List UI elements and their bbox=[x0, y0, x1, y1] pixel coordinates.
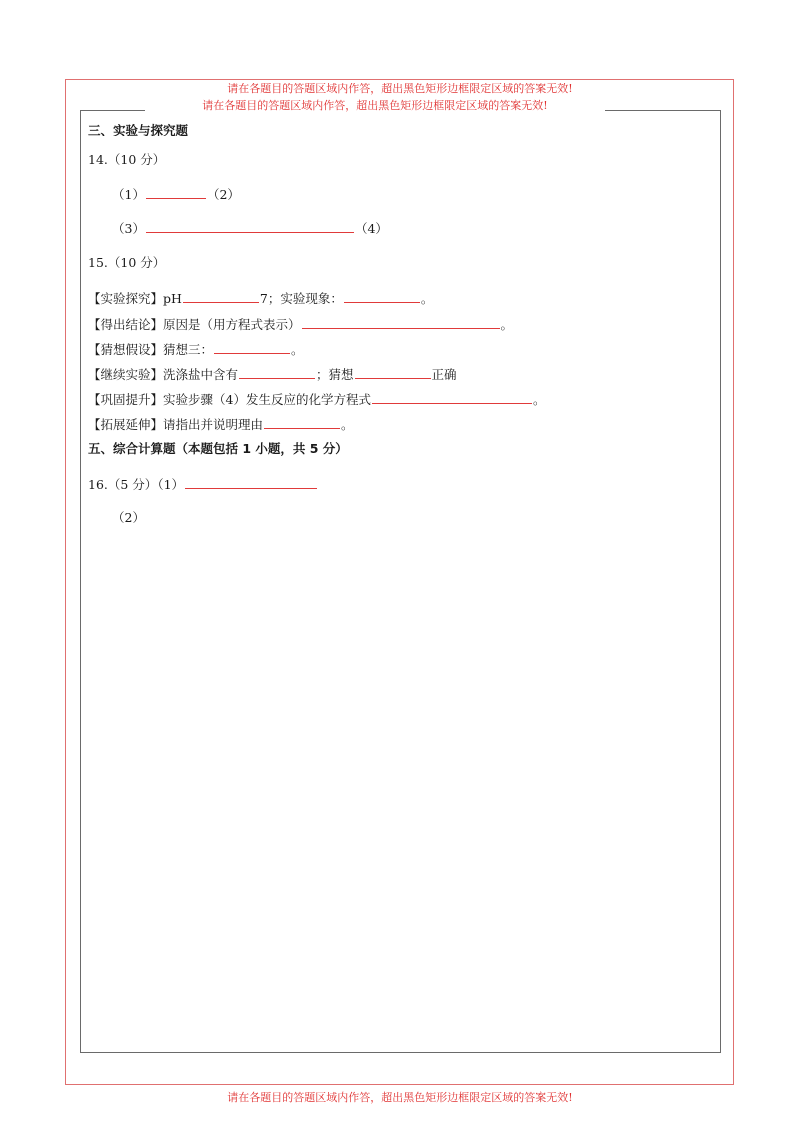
q15-text: 猜想三： bbox=[163, 342, 214, 357]
q14-label-2: （2） bbox=[206, 187, 240, 202]
q15-answer-ph[interactable] bbox=[183, 290, 259, 303]
q15-tag: 【继续实验】 bbox=[88, 367, 164, 382]
q15-text: pH bbox=[163, 291, 182, 306]
q14-label-4: （4） bbox=[354, 221, 388, 236]
q15-text: 。 bbox=[500, 317, 514, 332]
q15-answer-phenomenon[interactable] bbox=[344, 290, 420, 303]
q14-answer-3[interactable] bbox=[146, 220, 354, 233]
q15-text: ；猜想 bbox=[316, 367, 354, 382]
q15-header: 15.（10 分） bbox=[88, 255, 166, 270]
q15-text: 。 bbox=[291, 342, 304, 357]
top-warning: 请在各题目的答题区域内作答，超出黑色矩形边框限定区域的答案无效! bbox=[145, 98, 605, 114]
q14-label-3: （3） bbox=[112, 221, 145, 236]
section5-title: 五、综合计算题（本题包括 1 小题，共 5 分） bbox=[88, 441, 348, 456]
q15-answer-hypothesis-number[interactable] bbox=[355, 366, 431, 379]
q15-row-continue bbox=[88, 366, 457, 383]
q15-text: 。 bbox=[532, 392, 546, 407]
q15-text: 实验步骤（4）发生反应的化学方程式 bbox=[163, 392, 371, 407]
q15-text: 正确 bbox=[431, 367, 457, 382]
q15-tag: 【拓展延伸】 bbox=[88, 417, 164, 432]
q16-label-2: （2） bbox=[112, 510, 145, 525]
q15-row-conclusion bbox=[88, 316, 513, 333]
q15-text: 请指出并说明理由 bbox=[163, 417, 264, 432]
q16-row1 bbox=[88, 476, 318, 493]
q14-row1 bbox=[112, 186, 240, 203]
inner-answer-frame bbox=[80, 110, 721, 1053]
q16-label-1: （1） bbox=[157, 477, 185, 492]
q15-row-extension bbox=[88, 416, 354, 433]
q15-row-experiment bbox=[88, 290, 433, 307]
q15-tag: 【猜想假设】 bbox=[88, 342, 164, 357]
q15-tag: 【实验探究】 bbox=[88, 291, 164, 306]
q15-row-hypothesis bbox=[88, 341, 304, 358]
q16-header: 16.（5 分） bbox=[88, 477, 158, 492]
q15-text: 。 bbox=[341, 417, 354, 432]
q14-header: 14.（10 分） bbox=[88, 152, 166, 167]
top-warning-ghost: 请在各题目的答题区域内作答，超出黑色矩形边框限定区域的答案无效! bbox=[227, 83, 573, 95]
q15-tag: 【得出结论】 bbox=[88, 317, 164, 332]
q15-text: 7；实验现象： bbox=[259, 291, 343, 306]
q15-answer-hypothesis[interactable] bbox=[214, 341, 290, 354]
q15-answer-reason[interactable] bbox=[264, 416, 340, 429]
q15-row-consolidate bbox=[88, 391, 546, 408]
q14-answer-1[interactable] bbox=[146, 186, 206, 199]
q16-answer-1[interactable] bbox=[185, 476, 317, 489]
q15-answer-reaction[interactable] bbox=[372, 391, 532, 404]
q15-answer-equation[interactable] bbox=[302, 316, 500, 329]
q15-text: 。 bbox=[420, 291, 434, 306]
q15-text: 洗涤盐中含有 bbox=[163, 367, 239, 382]
bottom-warning: 请在各题目的答题区域内作答，超出黑色矩形边框限定区域的答案无效! bbox=[227, 1091, 573, 1104]
q15-text: 原因是（用方程式表示） bbox=[163, 317, 301, 332]
q15-tag: 【巩固提升】 bbox=[88, 392, 164, 407]
q14-row2 bbox=[112, 220, 388, 237]
q15-answer-contains[interactable] bbox=[239, 366, 315, 379]
q14-label-1: （1） bbox=[112, 187, 145, 202]
section3-title: 三、实验与探究题 bbox=[88, 123, 189, 136]
